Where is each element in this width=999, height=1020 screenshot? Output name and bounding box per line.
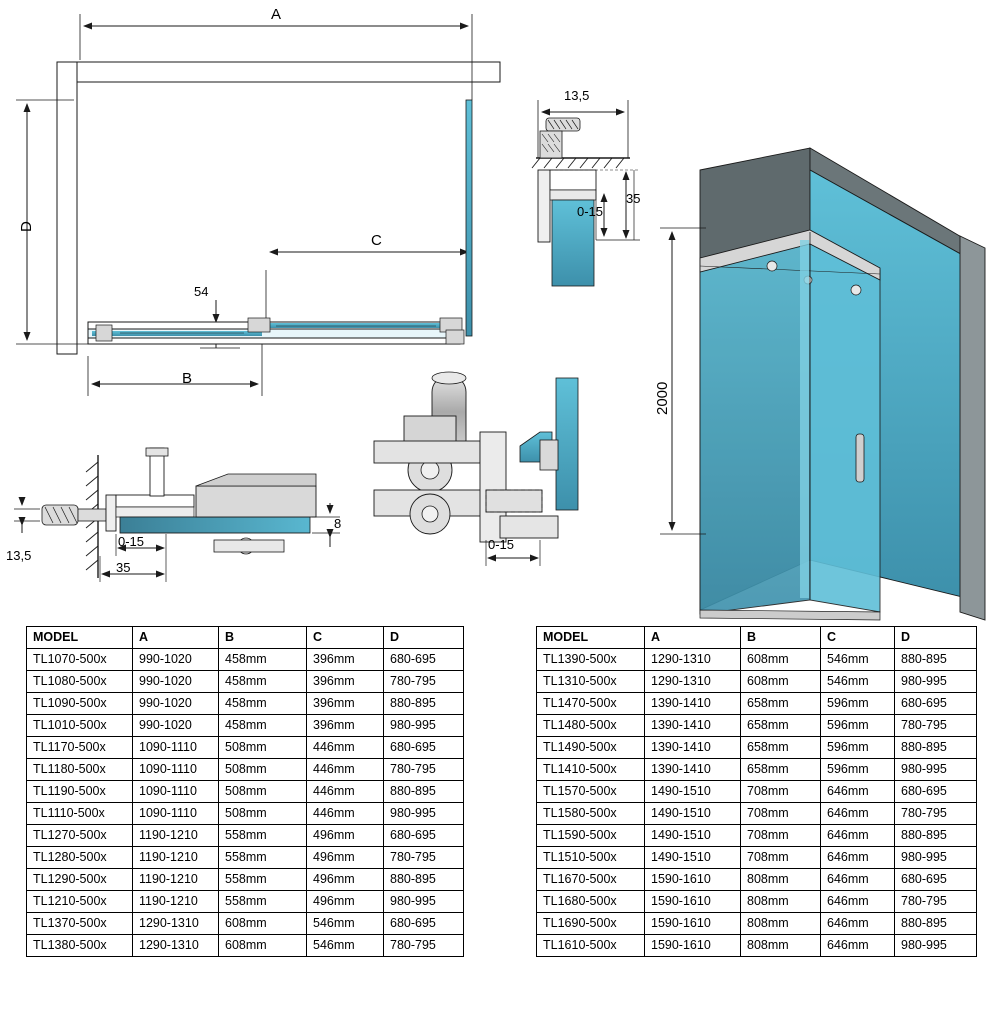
table-row xyxy=(537,825,977,847)
table-cell: 396mm xyxy=(307,693,384,715)
table-cell: 990-1020 xyxy=(133,671,219,693)
table-cell: 880-895 xyxy=(895,649,977,671)
table-row xyxy=(537,715,977,737)
table-cell: 980-995 xyxy=(384,891,464,913)
table-cell: 458mm xyxy=(219,715,307,737)
table-cell: 658mm xyxy=(741,715,821,737)
table-cell: 1190-1210 xyxy=(133,847,219,869)
table-cell: 680-695 xyxy=(384,825,464,847)
table-cell: 646mm xyxy=(821,935,895,957)
col-header-a: A xyxy=(133,627,219,649)
table-cell: 680-695 xyxy=(895,869,977,891)
table-cell: 508mm xyxy=(219,803,307,825)
table-cell: 596mm xyxy=(821,715,895,737)
table-row xyxy=(27,671,464,693)
table-cell: TL1010-500x xyxy=(27,715,133,737)
table-row xyxy=(27,715,464,737)
dim-label-left-thickness: 13,5 xyxy=(6,548,32,563)
table-cell: 680-695 xyxy=(384,649,464,671)
table-cell: 608mm xyxy=(741,649,821,671)
table-header-row xyxy=(27,627,464,649)
table-cell: 446mm xyxy=(307,737,384,759)
table-cell: 1190-1210 xyxy=(133,869,219,891)
table-cell: 708mm xyxy=(741,825,821,847)
table-cell: 646mm xyxy=(821,825,895,847)
table-cell: TL1690-500x xyxy=(537,913,645,935)
table-cell: 1090-1110 xyxy=(133,781,219,803)
table-cell: 396mm xyxy=(307,671,384,693)
table-cell: TL1180-500x xyxy=(27,759,133,781)
table-cell: 446mm xyxy=(307,803,384,825)
table-cell: TL1270-500x xyxy=(27,825,133,847)
col-header-b: B xyxy=(741,627,821,649)
table-cell: 1490-1510 xyxy=(645,825,741,847)
table-cell: 708mm xyxy=(741,847,821,869)
table-cell: TL1370-500x xyxy=(27,913,133,935)
table-cell: 1390-1410 xyxy=(645,759,741,781)
table-cell: TL1110-500x xyxy=(27,803,133,825)
table-cell: 496mm xyxy=(307,869,384,891)
table-cell: TL1310-500x xyxy=(537,671,645,693)
dim-label-B: B xyxy=(182,370,193,387)
table-cell: 680-695 xyxy=(895,781,977,803)
table-row xyxy=(27,737,464,759)
detail-top-profile xyxy=(532,100,640,286)
table-cell: 780-795 xyxy=(895,715,977,737)
table-cell: 1190-1210 xyxy=(133,891,219,913)
table-cell: TL1510-500x xyxy=(537,847,645,869)
table-cell: 1290-1310 xyxy=(133,935,219,957)
table-cell: TL1290-500x xyxy=(27,869,133,891)
table-cell: 558mm xyxy=(219,825,307,847)
table-cell: 496mm xyxy=(307,825,384,847)
dim-label-glass-thickness: 8 xyxy=(334,516,342,531)
table-cell: 596mm xyxy=(821,759,895,781)
table-cell: 1290-1310 xyxy=(645,671,741,693)
table-row xyxy=(537,649,977,671)
table-cell: 646mm xyxy=(821,847,895,869)
table-header-row xyxy=(537,627,977,649)
table-cell: TL1490-500x xyxy=(537,737,645,759)
model-table-left xyxy=(26,626,464,957)
col-header-c: C xyxy=(821,627,895,649)
table-cell: 1190-1210 xyxy=(133,825,219,847)
table-cell: TL1280-500x xyxy=(27,847,133,869)
table-cell: 980-995 xyxy=(895,847,977,869)
table-cell: 680-695 xyxy=(384,737,464,759)
table-cell: TL1070-500x xyxy=(27,649,133,671)
table-cell: 658mm xyxy=(741,693,821,715)
table-cell: 646mm xyxy=(821,913,895,935)
table-cell: 596mm xyxy=(821,737,895,759)
perspective-view xyxy=(660,148,985,620)
table-cell: 880-895 xyxy=(384,869,464,891)
table-cell: 1090-1110 xyxy=(133,759,219,781)
table-cell: TL1190-500x xyxy=(27,781,133,803)
table-cell: 646mm xyxy=(821,891,895,913)
table-cell: 1390-1410 xyxy=(645,737,741,759)
table-cell: 558mm xyxy=(219,847,307,869)
table-cell: TL1210-500x xyxy=(27,891,133,913)
table-cell: 558mm xyxy=(219,891,307,913)
table-cell: 780-795 xyxy=(384,935,464,957)
table-row xyxy=(537,891,977,913)
top-view-plan xyxy=(16,14,500,396)
table-cell: 508mm xyxy=(219,737,307,759)
table-cell: 708mm xyxy=(741,781,821,803)
table-row xyxy=(537,869,977,891)
dim-label-54: 54 xyxy=(194,284,209,299)
table-row xyxy=(537,935,977,957)
table-cell: TL1570-500x xyxy=(537,781,645,803)
table-cell: 980-995 xyxy=(895,671,977,693)
table-cell: 508mm xyxy=(219,781,307,803)
dim-label-C: C xyxy=(371,232,382,249)
table-cell: 1490-1510 xyxy=(645,847,741,869)
table-cell: 546mm xyxy=(307,913,384,935)
dim-label-D: D xyxy=(18,221,35,232)
table-row xyxy=(537,913,977,935)
table-cell: TL1410-500x xyxy=(537,759,645,781)
table-row xyxy=(537,671,977,693)
table-cell: 1490-1510 xyxy=(645,781,741,803)
dim-label-center-adjust: 0-15 xyxy=(488,537,515,552)
table-cell: 446mm xyxy=(307,781,384,803)
table-cell: 496mm xyxy=(307,847,384,869)
table-row xyxy=(537,847,977,869)
table-cell: 446mm xyxy=(307,759,384,781)
table-cell: 1490-1510 xyxy=(645,803,741,825)
table-row xyxy=(27,891,464,913)
col-header-model: MODEL xyxy=(27,627,133,649)
dim-label-height-2000: 2000 xyxy=(654,381,671,415)
table-cell: 1390-1410 xyxy=(645,715,741,737)
dim-label-top-height: 35 xyxy=(626,191,641,206)
table-cell: TL1080-500x xyxy=(27,671,133,693)
table-cell: 680-695 xyxy=(384,913,464,935)
table-row xyxy=(537,737,977,759)
table-cell: 608mm xyxy=(219,935,307,957)
table-cell: TL1480-500x xyxy=(537,715,645,737)
table-row xyxy=(537,803,977,825)
table-cell: 880-895 xyxy=(895,913,977,935)
table-cell: 646mm xyxy=(821,803,895,825)
table-row xyxy=(27,759,464,781)
table-cell: 608mm xyxy=(219,913,307,935)
table-row xyxy=(537,781,977,803)
table-cell: 1590-1610 xyxy=(645,935,741,957)
col-header-b: B xyxy=(219,627,307,649)
table-cell: 780-795 xyxy=(895,891,977,913)
col-header-model: MODEL xyxy=(537,627,645,649)
table-cell: 708mm xyxy=(741,803,821,825)
table-cell: 658mm xyxy=(741,737,821,759)
table-row xyxy=(27,693,464,715)
col-header-d: D xyxy=(384,627,464,649)
table-cell: 1590-1610 xyxy=(645,869,741,891)
dim-label-top-adjust: 0-15 xyxy=(577,204,604,219)
table-cell: 1290-1310 xyxy=(133,913,219,935)
table-cell: 980-995 xyxy=(384,715,464,737)
table-cell: 546mm xyxy=(307,935,384,957)
table-cell: 808mm xyxy=(741,869,821,891)
model-table-right xyxy=(536,626,977,957)
table-cell: TL1170-500x xyxy=(27,737,133,759)
dim-label-left-adjust: 0-15 xyxy=(118,534,145,549)
table-row xyxy=(537,759,977,781)
table-cell: 1590-1610 xyxy=(645,913,741,935)
table-cell: 880-895 xyxy=(384,693,464,715)
dim-label-left-depth: 35 xyxy=(116,560,131,575)
table-cell: 980-995 xyxy=(895,935,977,957)
table-row xyxy=(27,869,464,891)
table-row xyxy=(27,825,464,847)
table-cell: TL1470-500x xyxy=(537,693,645,715)
table-cell: 980-995 xyxy=(384,803,464,825)
table-cell: 880-895 xyxy=(895,825,977,847)
detail-left-wall-mount xyxy=(14,448,340,582)
table-cell: 808mm xyxy=(741,891,821,913)
table-cell: 458mm xyxy=(219,693,307,715)
table-cell: 1390-1410 xyxy=(645,693,741,715)
table-cell: 1090-1110 xyxy=(133,737,219,759)
table-cell: TL1580-500x xyxy=(537,803,645,825)
col-header-a: A xyxy=(645,627,741,649)
table-row xyxy=(537,693,977,715)
table-cell: 990-1020 xyxy=(133,693,219,715)
table-cell: 808mm xyxy=(741,913,821,935)
table-cell: TL1380-500x xyxy=(27,935,133,957)
table-cell: 658mm xyxy=(741,759,821,781)
dim-label-A: A xyxy=(271,6,282,23)
table-row xyxy=(27,847,464,869)
table-cell: 458mm xyxy=(219,649,307,671)
table-cell: 546mm xyxy=(821,671,895,693)
table-cell: 646mm xyxy=(821,869,895,891)
table-cell: 780-795 xyxy=(895,803,977,825)
table-cell: TL1390-500x xyxy=(537,649,645,671)
detail-roller-carriage xyxy=(374,372,578,566)
table-cell: 1090-1110 xyxy=(133,803,219,825)
table-cell: 980-995 xyxy=(895,759,977,781)
table-row xyxy=(27,913,464,935)
table-cell: 880-895 xyxy=(384,781,464,803)
table-cell: 808mm xyxy=(741,935,821,957)
table-cell: 546mm xyxy=(821,649,895,671)
table-row xyxy=(27,935,464,957)
table-cell: TL1590-500x xyxy=(537,825,645,847)
table-cell: 646mm xyxy=(821,781,895,803)
table-cell: 780-795 xyxy=(384,759,464,781)
table-cell: 608mm xyxy=(741,671,821,693)
table-cell: 558mm xyxy=(219,869,307,891)
dim-label-top-width: 13,5 xyxy=(564,88,590,103)
table-cell: TL1090-500x xyxy=(27,693,133,715)
table-cell: 780-795 xyxy=(384,847,464,869)
table-cell: 458mm xyxy=(219,671,307,693)
table-cell: 396mm xyxy=(307,715,384,737)
table-cell: 780-795 xyxy=(384,671,464,693)
table-row xyxy=(27,781,464,803)
table-cell: TL1670-500x xyxy=(537,869,645,891)
table-cell: TL1680-500x xyxy=(537,891,645,913)
table-cell: 508mm xyxy=(219,759,307,781)
table-cell: TL1610-500x xyxy=(537,935,645,957)
col-header-c: C xyxy=(307,627,384,649)
table-cell: 880-895 xyxy=(895,737,977,759)
table-row xyxy=(27,649,464,671)
table-cell: 496mm xyxy=(307,891,384,913)
col-header-d: D xyxy=(895,627,977,649)
table-cell: 396mm xyxy=(307,649,384,671)
table-cell: 680-695 xyxy=(895,693,977,715)
table-cell: 1590-1610 xyxy=(645,891,741,913)
table-cell: 990-1020 xyxy=(133,649,219,671)
table-cell: 1290-1310 xyxy=(645,649,741,671)
table-cell: 990-1020 xyxy=(133,715,219,737)
table-cell: 596mm xyxy=(821,693,895,715)
table-row xyxy=(27,803,464,825)
